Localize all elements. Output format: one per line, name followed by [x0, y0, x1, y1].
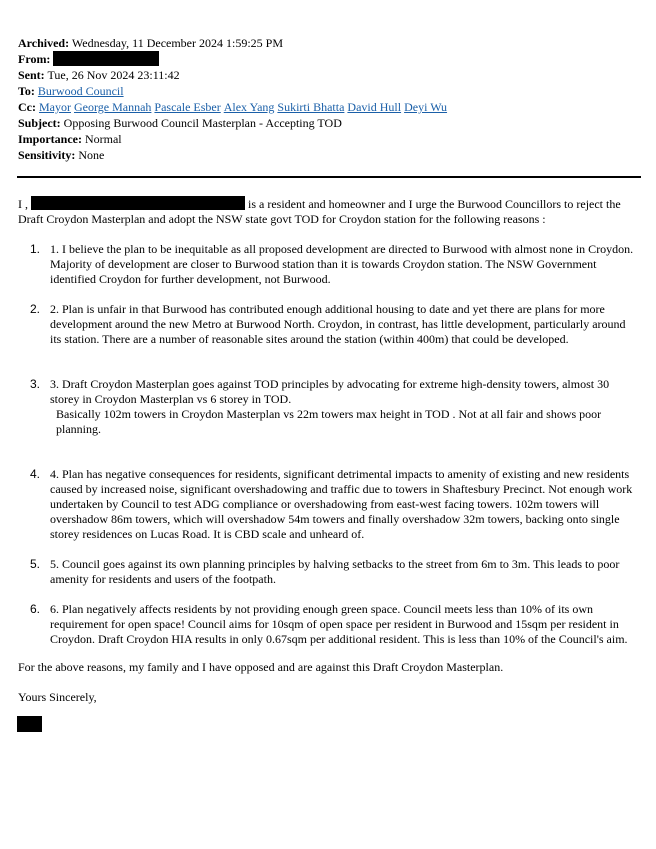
- list-item-text: 6. Plan negatively affects residents by not providing enough green space. Council meets less than 10% of its own requirement for open space! Council aims for 10sqm of open space per resident in Burwood and 15sqm per resident in Croydon. Draft Croydon HIA results in only 0.67sqm per additional resident. This is less than 10% of the Council's aim.: [50, 602, 628, 646]
- cc-link-deyi-wu[interactable]: Deyi Wu: [404, 100, 448, 114]
- header-divider: [17, 176, 641, 178]
- cc-link-alex-yang[interactable]: Alex Yang: [223, 100, 275, 114]
- cc-row: [18, 99, 450, 115]
- to-label: To:: [18, 84, 35, 98]
- sensitivity-label: Sensitivity:: [18, 148, 76, 162]
- sensitivity-value: None: [78, 148, 105, 162]
- name-redaction: [31, 196, 245, 210]
- reasons-list: [18, 242, 638, 647]
- to-link[interactable]: Burwood Council: [37, 84, 124, 98]
- subject-row: [18, 115, 450, 131]
- subject-label: Subject:: [18, 116, 61, 130]
- cc-link-mayor[interactable]: Mayor: [39, 100, 71, 114]
- cc-link-george-mannah[interactable]: George Mannah: [74, 100, 152, 114]
- list-item-text: 1. I believe the plan to be inequitable as all proposed development are directed to Burwood with almost none in Croydon. Majority of development are closer to Burwood station than it is towards Croydon station. The NSW Government identified Croydon for further development, not Burwood.: [50, 242, 634, 286]
- email-header: [18, 35, 450, 163]
- archived-value: Wednesday, 11 December 2024 1:59:25 PM: [71, 36, 284, 50]
- list-marker: 1.: [30, 242, 41, 256]
- list-item: [18, 377, 638, 437]
- cc-link-pascale-esber[interactable]: Pascale Esber: [154, 100, 221, 114]
- intro-paragraph: [18, 196, 638, 227]
- subject-value: Opposing Burwood Council Masterplan - Accepting TOD: [63, 116, 342, 130]
- list-item: [18, 557, 638, 587]
- list-marker: 2.: [30, 302, 41, 316]
- signature-redaction: [17, 716, 42, 732]
- archived-label: Archived:: [18, 36, 70, 50]
- list-marker: 3.: [30, 377, 41, 391]
- list-marker: 5.: [30, 557, 41, 571]
- list-item: [18, 467, 638, 542]
- intro-prefix: I ,: [18, 197, 28, 211]
- importance-value: Normal: [84, 132, 122, 146]
- intro-text: is a resident and homeowner and I urge the Burwood Councillors to reject the Draft Croydon Masterplan and adopt the NSW state govt TOD for Croydon station for the following reasons :: [18, 197, 621, 226]
- from-redaction: [53, 51, 159, 66]
- archived-row: [18, 35, 450, 51]
- cc-link-sukirti-bhatta[interactable]: Sukirti Bhatta: [277, 100, 345, 114]
- closing-paragraph: For the above reasons, my family and I have opposed and are against this Draft Croydon Masterplan.: [18, 660, 504, 674]
- to-row: [18, 83, 450, 99]
- sent-value: Tue, 26 Nov 2024 23:11:42: [47, 68, 180, 82]
- list-item: [18, 302, 638, 347]
- sign-off: Yours Sincerely,: [18, 690, 97, 704]
- importance-row: [18, 131, 450, 147]
- list-item-text: 3. Draft Croydon Masterplan goes against TOD principles by advocating for extreme high-density towers, almost 30 storey in Croydon Masterplan vs 6 storey in TOD.: [50, 377, 610, 406]
- email-body: [18, 196, 638, 647]
- list-marker: 6.: [30, 602, 41, 616]
- sensitivity-row: [18, 147, 450, 163]
- sent-label: Sent:: [18, 68, 45, 82]
- list-item-text: 2. Plan is unfair in that Burwood has contributed enough additional housing to date and yet there are plans for more development around the new Metro at Burwood North. Croydon, in contrast, has little development, particularly around its station. There are a number of reasonable sites around the station (within 400m) that could be developed.: [50, 302, 626, 346]
- from-row: [18, 51, 450, 67]
- importance-label: Importance:: [18, 132, 82, 146]
- list-item-continuation: Basically 102m towers in Croydon Masterplan vs 22m towers max height in TOD . Not at all fair and shows poor planning.: [56, 407, 602, 436]
- list-item: [18, 602, 638, 647]
- list-marker: 4.: [30, 467, 41, 481]
- from-label: From:: [18, 52, 51, 66]
- list-item-text: 4. Plan has negative consequences for residents, significant detrimental impacts to amenity of existing and new residents caused by increased noise, significant overshadowing and traffic due to towers in Shaftesbury Precinct. Not enough work undertaken by Council to test ADG compliance or overshadowing from east-west facing towers. 102m towers will overshadow 86m towers, which will overshadow 54m towers and finally overshadow 32m towers, backing onto single storey residences on Lucas Road. It is CBD scale and unheard of.: [50, 467, 633, 541]
- sent-row: [18, 67, 450, 83]
- cc-label: Cc:: [18, 100, 36, 114]
- cc-link-david-hull[interactable]: David Hull: [347, 100, 402, 114]
- list-item: [18, 242, 638, 287]
- list-item-text: 5. Council goes against its own planning principles by halving setbacks to the street from 6m to 3m. This leads to poor amenity for residents and users of the footpath.: [50, 557, 620, 586]
